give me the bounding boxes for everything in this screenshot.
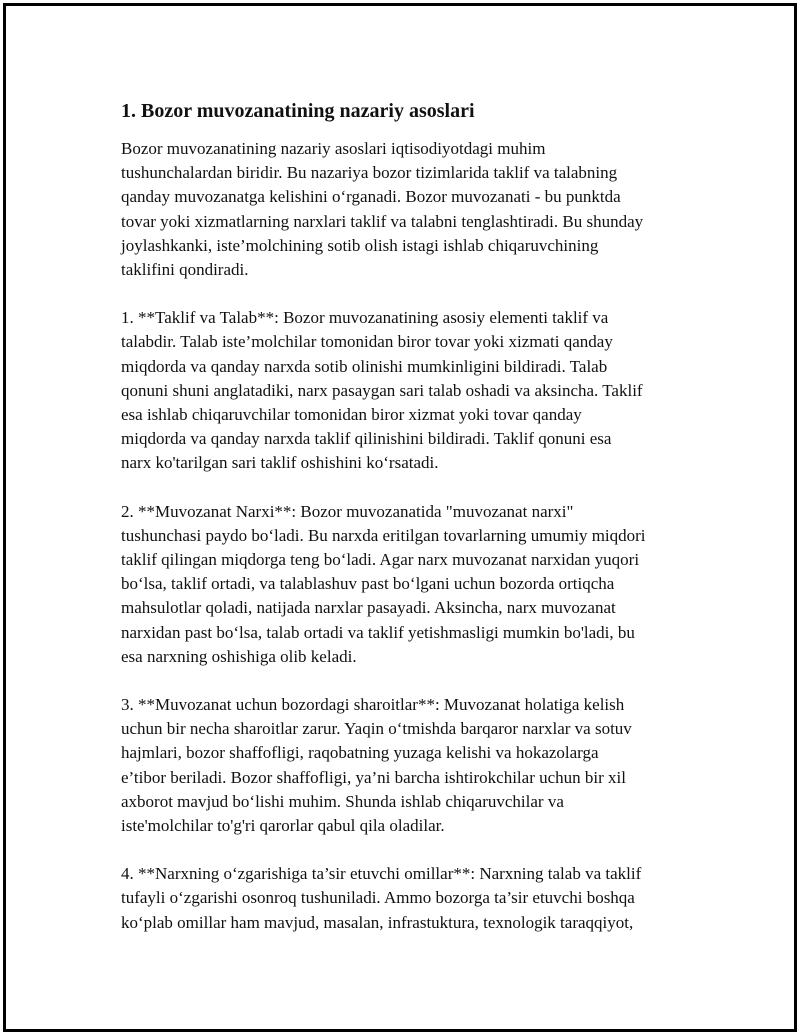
paragraph-price-factors — [121, 862, 701, 935]
text-line: tufayli o‘zgarishi osonroq tushuniladi. Ammo bozorga ta’sir etuvchi boshqa — [121, 888, 635, 908]
text-line: e’tibor beriladi. Bozor shaffofligi, ya’ni barcha ishtirokchilar uchun bir xil — [121, 767, 626, 787]
text-line: uchun bir necha sharoitlar zarur. Yaqin o‘tmishda barqaror narxlar va sotuv — [121, 719, 632, 739]
text-line: qonuni shuni anglatadiki, narx pasaygan sari talab oshadi va aksincha. Taklif — [121, 380, 643, 400]
paragraph-intro — [121, 137, 701, 282]
text-line: esa narxning oshishiga olib keladi. — [121, 646, 357, 666]
text-line: narx ko'tarilgan sari taklif oshishini ko‘rsatadi. — [121, 453, 439, 473]
text-line: tushunchasi paydo bo‘ladi. Bu narxda eritilgan tovarlarning umumiy miqdori — [121, 525, 646, 545]
text-line: tovar yoki xizmatlarning narxlari taklif va talabni tenglashtiradi. Bu shunday — [121, 211, 644, 231]
text-line: iste'molchilar to'g'ri qarorlar qabul qila oladilar. — [121, 816, 445, 836]
text-line: tushunchalardan biridir. Bu nazariya bozor tizimlarida taklif va talabning — [121, 163, 618, 183]
text-line: 4. **Narxning o‘zgarishiga ta’sir etuvchi omillar**: Narxning talab va taklif — [121, 864, 642, 884]
text-line: bo‘lsa, taklif ortadi, va talablashuv past bo‘lgani uchun bozorda ortiqcha — [121, 574, 615, 594]
section-heading: 1. Bozor muvozanatining nazariy asoslari — [121, 100, 475, 122]
text-line: ko‘plab omillar ham mavjud, masalan, infrastuktura, texnologik taraqqiyot, — [121, 912, 634, 932]
paragraph-market-conditions — [121, 693, 701, 838]
text-line: 1. **Taklif va Talab**: Bozor muvozanatining asosiy elementi taklif va — [121, 308, 609, 328]
page-frame — [3, 3, 797, 1032]
text-line: axborot mavjud bo‘lishi muhim. Shunda ishlab chiqaruvchilar va — [121, 791, 564, 811]
text-line: miqdorda va qanday narxda taklif qilinishini bildiradi. Taklif qonuni esa — [121, 429, 612, 449]
paragraph-supply-demand — [121, 306, 701, 475]
text-line: miqdorda va qanday narxda sotib olinishi mumkinligini bildiradi. Talab — [121, 356, 608, 376]
text-line: joylashkanki, iste’molchining sotib olish istagi ishlab chiqaruvchining — [121, 235, 599, 255]
text-line: Bozor muvozanatining nazariy asoslari iqtisodiyotdagi muhim — [121, 139, 546, 158]
text-line: mahsulotlar qoladi, natijada narxlar pasayadi. Aksincha, narx muvozanat — [121, 598, 616, 618]
text-line: 2. **Muvozanat Narxi**: Bozor muvozanatida "muvozanat narxi" — [121, 501, 574, 521]
text-line: taklif qilingan miqdorga teng bo‘ladi. Agar narx muvozanat narxidan yuqori — [121, 550, 640, 570]
text-line: talabdir. Talab iste’molchilar tomonidan biror tovar yoki xizmati qanday — [121, 332, 613, 352]
text-line: 3. **Muvozanat uchun bozordagi sharoitlar**: Muvozanat holatiga kelish — [121, 695, 625, 715]
text-line: narxidan past bo‘lsa, talab ortadi va taklif yetishmasligi mumkin bo'ladi, bu — [121, 622, 635, 642]
text-line: esa ishlab chiqaruvchilar tomonidan biror xizmat yoki tovar qanday — [121, 405, 582, 425]
text-line: taklifini qondiradi. — [121, 260, 249, 280]
text-line: hajmlari, bozor shaffofligi, raqobatning yuzaga kelishi va hokazolarga — [121, 743, 599, 763]
text-line: qanday muvozanatga kelishini o‘rganadi. Bozor muvozanati - bu punktda — [121, 187, 621, 207]
document-body — [121, 98, 701, 935]
paragraph-equilibrium-price — [121, 500, 701, 669]
